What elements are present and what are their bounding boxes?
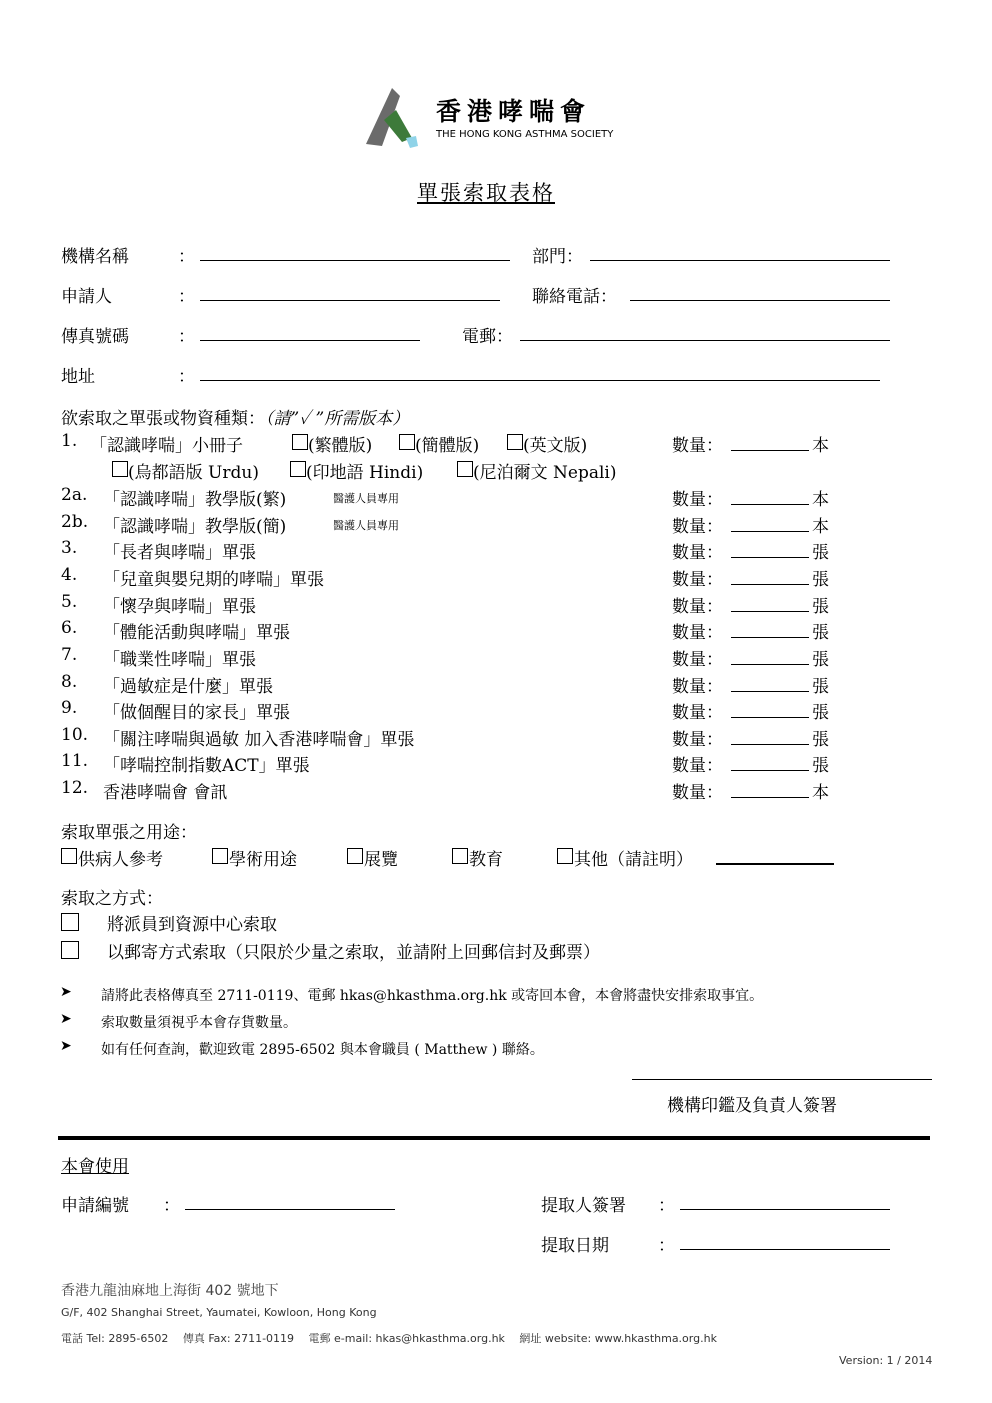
item-number: 3. <box>61 538 78 558</box>
item-label: 「兒童與嬰兒期的哮喘」單張 <box>103 570 324 590</box>
item-number: 7. <box>61 645 78 665</box>
qty-field[interactable] <box>731 691 809 692</box>
phone-label: 聯絡電話： <box>532 287 617 307</box>
item-number: 1. <box>61 431 78 451</box>
qty-field[interactable] <box>731 450 809 451</box>
phone-field[interactable] <box>630 300 890 301</box>
qty-label: 數量： <box>672 517 723 537</box>
qty-label: 數量： <box>672 597 723 617</box>
item-number: 12. <box>61 778 89 798</box>
item-label: 「哮喘控制指數ACT」單張 <box>103 756 310 776</box>
checkbox-urdu[interactable] <box>112 461 128 477</box>
item-label: 「職業性哮喘」單張 <box>103 650 256 670</box>
colon: ： <box>163 1196 180 1216</box>
qty-label: 數量： <box>672 570 723 590</box>
option-label: (簡體版) <box>415 436 480 456</box>
item-number: 10. <box>61 725 89 745</box>
checkbox-purpose-patient[interactable] <box>61 848 77 864</box>
checkbox-method-mail[interactable] <box>61 941 79 959</box>
qty-unit: 張 <box>812 650 829 670</box>
qty-label: 數量： <box>672 756 723 776</box>
note-text: 如有任何查詢，歡迎致電 2895-6502 與本會職員 ( Matthew ) 聯絡。 <box>101 1042 544 1058</box>
qty-label: 數量： <box>672 623 723 643</box>
qty-unit: 張 <box>812 703 829 723</box>
app-no-label: 申請編號 <box>61 1196 129 1216</box>
form-title: 單張索取表格 <box>417 181 555 205</box>
org-name-field[interactable] <box>200 260 510 261</box>
checkbox-simplified[interactable] <box>399 434 415 450</box>
colon: ： <box>178 327 195 347</box>
collect-date-label: 提取日期 <box>541 1236 609 1256</box>
qty-unit: 張 <box>812 730 829 750</box>
purpose-option: 供病人參考 <box>78 850 163 870</box>
purpose-title: 索取單張之用途： <box>61 823 197 843</box>
colon: ： <box>178 367 195 387</box>
checkbox-purpose-academic[interactable] <box>212 848 228 864</box>
footer-address-zh: 香港九龍油麻地上海街 402 號地下 <box>61 1283 279 1299</box>
item-note: 醫護人員專用 <box>333 492 399 505</box>
dept-label: 部門： <box>532 247 583 267</box>
qty-field[interactable] <box>731 611 809 612</box>
collector-sig-label: 提取人簽署 <box>541 1196 626 1216</box>
checkbox-nepali[interactable] <box>457 461 473 477</box>
purpose-option: 教育 <box>469 850 503 870</box>
qty-field[interactable] <box>731 584 809 585</box>
qty-field[interactable] <box>731 637 809 638</box>
qty-unit: 張 <box>812 756 829 776</box>
purpose-option: 其他（請註明） <box>574 850 693 870</box>
fax-label: 傳真號碼 <box>61 327 129 347</box>
option-label: (繁體版) <box>308 436 373 456</box>
item-label: 「體能活動與哮喘」單張 <box>103 623 290 643</box>
items-intro <box>61 404 409 429</box>
signature-line[interactable] <box>632 1079 932 1080</box>
bullet-icon: ➤ <box>60 1038 72 1054</box>
bullet-icon: ➤ <box>60 984 72 1000</box>
applicant-label: 申請人 <box>61 287 112 307</box>
qty-field[interactable] <box>731 557 809 558</box>
method-option: 將派員到資源中心索取 <box>107 915 277 935</box>
item-number: 11. <box>61 751 89 771</box>
fax-field[interactable] <box>200 340 420 341</box>
qty-unit: 本 <box>812 436 829 456</box>
item-number: 5. <box>61 592 78 612</box>
app-no-field[interactable] <box>185 1209 395 1210</box>
item-label: 「認識哮喘」教學版(繁) <box>103 490 287 510</box>
item-number: 6. <box>61 618 78 638</box>
office-use-title: 本會使用 <box>61 1157 129 1177</box>
checkbox-method-pickup[interactable] <box>61 913 79 931</box>
footer-address-en: G/F, 402 Shanghai Street, Yaumatei, Kowloon, Hong Kong <box>61 1306 377 1319</box>
qty-field[interactable] <box>731 717 809 718</box>
colon: ： <box>658 1236 675 1256</box>
option-label: (烏都語版 Urdu) <box>128 463 259 483</box>
item-label: 「認識哮喘」小冊子 <box>90 436 243 456</box>
qty-field[interactable] <box>731 504 809 505</box>
footer-contact: 電話 Tel: 2895-6502 傳真 Fax: 2711-0119 電郵 e-mail: hkas@hkasthma.org.hk 網址 website: www.hkasthma.org.hk <box>61 1332 717 1345</box>
collector-sig-field[interactable] <box>680 1209 890 1210</box>
qty-label: 數量： <box>672 703 723 723</box>
item-label: 香港哮喘會 會訊 <box>103 783 228 803</box>
qty-unit: 張 <box>812 623 829 643</box>
footer-version: Version: 1 / 2014 <box>839 1354 933 1367</box>
qty-label: 數量： <box>672 783 723 803</box>
item-number: 9. <box>61 698 78 718</box>
item-number: 4. <box>61 565 78 585</box>
option-label: (尼泊爾文 Nepali) <box>473 463 617 483</box>
checkbox-traditional[interactable] <box>292 434 308 450</box>
org-name-en: THE HONG KONG ASTHMA SOCIETY <box>436 129 614 140</box>
item-label: 「認識哮喘」教學版(簡) <box>103 517 287 537</box>
email-field[interactable] <box>520 340 890 341</box>
qty-label: 數量： <box>672 543 723 563</box>
option-label: (印地語 Hindi) <box>306 463 424 483</box>
logo <box>362 86 422 148</box>
item-label: 「做個醒目的家長」單張 <box>103 703 290 723</box>
checkbox-english[interactable] <box>507 434 523 450</box>
qty-label: 數量： <box>672 730 723 750</box>
colon: ： <box>178 247 195 267</box>
item-number: 8. <box>61 672 78 692</box>
items-intro-text: 欲索取之單張或物資種類： <box>61 409 265 429</box>
qty-label: 數量： <box>672 490 723 510</box>
qty-label: 數量： <box>672 650 723 670</box>
note-text: 索取數量須視乎本會存貨數量。 <box>101 1015 297 1031</box>
dept-field[interactable] <box>590 260 890 261</box>
org-name-zh: 香港哮喘會 <box>436 97 592 126</box>
qty-field[interactable] <box>731 664 809 665</box>
method-title: 索取之方式： <box>61 889 163 909</box>
item-label: 「懷孕與哮喘」單張 <box>103 597 256 617</box>
qty-field[interactable] <box>731 744 809 745</box>
checkbox-hindi[interactable] <box>290 461 306 477</box>
method-option: 以郵寄方式索取（只限於少量之索取，並請附上回郵信封及郵票） <box>107 943 600 963</box>
qty-unit: 張 <box>812 677 829 697</box>
option-label: (英文版) <box>523 436 588 456</box>
items-intro-note: （請”✓ ”所需版本） <box>265 409 410 429</box>
email-label: 電郵： <box>462 327 513 347</box>
qty-unit: 張 <box>812 543 829 563</box>
address-label: 地址 <box>61 367 95 387</box>
qty-unit: 本 <box>812 517 829 537</box>
item-label: 「長者與哮喘」單張 <box>103 543 256 563</box>
qty-field[interactable] <box>731 531 809 532</box>
item-note: 醫護人員專用 <box>333 519 399 532</box>
collect-date-field[interactable] <box>680 1249 890 1250</box>
note-text: 請將此表格傳真至 2711-0119、電郵 hkas@hkasthma.org.hk 或寄回本會，本會將盡快安排索取事宜。 <box>101 988 764 1004</box>
qty-field[interactable] <box>731 770 809 771</box>
address-field[interactable] <box>200 380 880 381</box>
qty-unit: 本 <box>812 783 829 803</box>
divider <box>58 1136 930 1140</box>
purpose-option: 學術用途 <box>229 850 297 870</box>
qty-label: 數量： <box>672 677 723 697</box>
purpose-other-field[interactable] <box>716 863 834 865</box>
qty-unit: 張 <box>812 570 829 590</box>
applicant-field[interactable] <box>200 300 500 301</box>
checkbox-purpose-education[interactable] <box>452 848 468 864</box>
bullet-icon: ➤ <box>60 1011 72 1027</box>
signature-label: 機構印鑑及負責人簽署 <box>667 1096 837 1116</box>
checkbox-purpose-exhibition[interactable] <box>347 848 363 864</box>
org-name-label: 機構名稱 <box>61 247 129 267</box>
item-label: 「過敏症是什麼」單張 <box>103 677 273 697</box>
item-number: 2a. <box>61 485 88 505</box>
item-number: 2b. <box>61 512 89 532</box>
checkbox-purpose-other[interactable] <box>557 848 573 864</box>
qty-unit: 本 <box>812 490 829 510</box>
qty-field[interactable] <box>731 797 809 798</box>
colon: ： <box>658 1196 675 1216</box>
qty-label: 數量： <box>672 436 723 456</box>
purpose-option: 展覽 <box>364 850 398 870</box>
colon: ： <box>178 287 195 307</box>
qty-unit: 張 <box>812 597 829 617</box>
item-label: 「關注哮喘與過敏 加入香港哮喘會」單張 <box>103 730 415 750</box>
